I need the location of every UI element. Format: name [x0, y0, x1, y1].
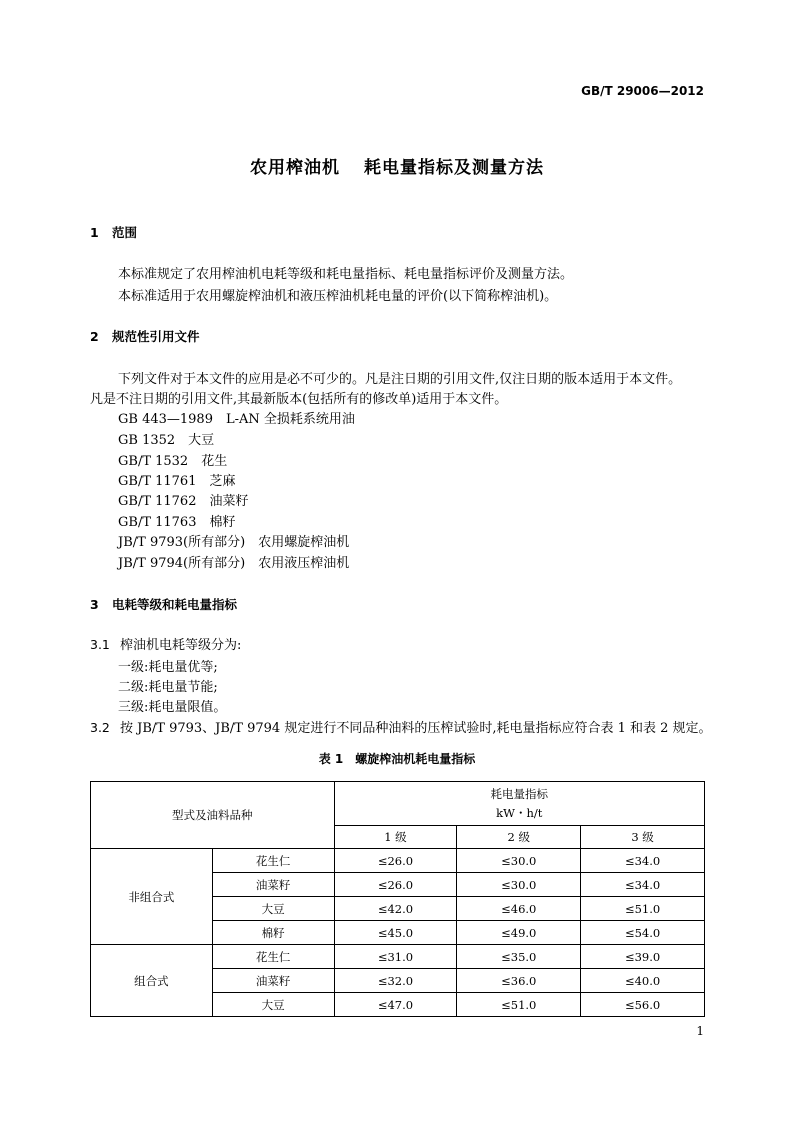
header-indicator-cell [334, 782, 704, 826]
clause-3-1 [90, 634, 241, 653]
value-cell: ≤40.0 [581, 969, 705, 993]
standard-code: GB/T 29006—2012 [581, 84, 704, 98]
value-cell: ≤30.0 [457, 873, 581, 897]
clause-text: 榨油机电耗等级分为: [120, 638, 242, 653]
value-cell: ≤45.0 [334, 921, 457, 945]
reference-item [118, 511, 236, 530]
reference-code: GB/T 11761 [118, 474, 197, 489]
reference-code: JB/T 9794(所有部分) [118, 556, 246, 571]
title-sub: 耗电量指标及测量方法 [364, 158, 544, 178]
section-title: 电耗等级和耗电量指标 [112, 597, 238, 612]
section-number: 2 [90, 329, 99, 344]
list-item: 三级:耗电量限值。 [118, 700, 227, 715]
reference-item [118, 450, 227, 469]
value-cell: ≤35.0 [457, 945, 581, 969]
grade-header: 1 级 [334, 826, 457, 849]
reference-item [118, 429, 214, 448]
value-cell: ≤49.0 [457, 921, 581, 945]
value-cell: ≤51.0 [581, 897, 705, 921]
header-indicator: 耗电量指标 [490, 786, 549, 801]
value-cell: ≤54.0 [581, 921, 705, 945]
reference-title: 油菜籽 [209, 494, 249, 509]
page-number: 1 [696, 1024, 704, 1038]
value-cell: ≤34.0 [581, 873, 705, 897]
table-row [91, 945, 705, 969]
grade-header: 2 级 [457, 826, 581, 849]
table-header-row [91, 782, 705, 826]
crop-cell: 油菜籽 [212, 873, 334, 897]
crop-cell: 油菜籽 [212, 969, 334, 993]
value-cell: ≤34.0 [581, 849, 705, 873]
reference-title: L-AN 全损耗系统用油 [225, 412, 355, 427]
table-row [91, 849, 705, 873]
section-title: 范围 [112, 225, 138, 240]
list-item: 一级:耗电量优等; [118, 660, 218, 675]
title-main: 农用榨油机 [250, 158, 340, 178]
reference-item [118, 470, 236, 489]
list-item: 二级:耗电量节能; [118, 680, 218, 695]
paragraph: 本标准适用于农用螺旋榨油机和液压榨油机耗电量的评价(以下简称榨油机)。 [118, 289, 558, 304]
value-cell: ≤31.0 [334, 945, 457, 969]
value-cell: ≤47.0 [334, 993, 457, 1017]
reference-title: 大豆 [188, 433, 215, 448]
power-consumption-table [90, 781, 705, 1017]
value-cell: ≤51.0 [457, 993, 581, 1017]
reference-item [118, 490, 249, 509]
reference-code: JB/T 9793(所有部分) [118, 535, 246, 550]
reference-code: GB 1352 [118, 433, 176, 448]
grade-header: 3 级 [581, 826, 705, 849]
reference-code: GB/T 11763 [118, 515, 197, 530]
reference-code: GB/T 11762 [118, 494, 197, 509]
section-title: 规范性引用文件 [112, 329, 200, 344]
crop-cell: 大豆 [212, 993, 334, 1017]
value-cell: ≤46.0 [457, 897, 581, 921]
reference-item [118, 408, 355, 427]
group-cell: 组合式 [91, 945, 213, 1017]
paragraph: 本标准规定了农用榨油机电耗等级和耗电量指标、耗电量指标评价及测量方法。 [118, 267, 574, 282]
clause-number: 3.2 [90, 720, 110, 735]
value-cell: ≤42.0 [334, 897, 457, 921]
crop-cell: 棉籽 [212, 921, 334, 945]
paragraph: 下列文件对于本文件的应用是必不可少的。凡是注日期的引用文件,仅注日期的版本适用于本文件。 [118, 372, 682, 387]
value-cell: ≤36.0 [457, 969, 581, 993]
value-cell: ≤26.0 [334, 873, 457, 897]
reference-title: 农用螺旋榨油机 [258, 535, 350, 550]
clause-3-2 [90, 717, 712, 736]
value-cell: ≤56.0 [581, 993, 705, 1017]
reference-title: 花生 [201, 454, 228, 469]
value-cell: ≤32.0 [334, 969, 457, 993]
section-number: 1 [90, 225, 99, 240]
header-type-cell: 型式及油料品种 [91, 782, 335, 849]
section-3-heading [90, 595, 237, 613]
value-cell: ≤30.0 [457, 849, 581, 873]
clause-number: 3.1 [90, 637, 110, 652]
reference-item [118, 531, 349, 550]
paragraph: 凡是不注日期的引用文件,其最新版本(包括所有的修改单)适用于本文件。 [90, 392, 508, 407]
value-cell: ≤39.0 [581, 945, 705, 969]
section-2-heading [90, 327, 200, 345]
reference-title: 棉籽 [209, 515, 236, 530]
crop-cell: 花生仁 [212, 945, 334, 969]
document-title [0, 153, 794, 178]
section-1-heading [90, 223, 137, 241]
crop-cell: 花生仁 [212, 849, 334, 873]
reference-item [118, 552, 349, 571]
reference-title: 芝麻 [209, 474, 236, 489]
value-cell: ≤26.0 [334, 849, 457, 873]
reference-code: GB/T 1532 [118, 454, 189, 469]
section-number: 3 [90, 597, 99, 612]
crop-cell: 大豆 [212, 897, 334, 921]
clause-text: 按 JB/T 9793、JB/T 9794 规定进行不同品种油料的压榨试验时,耗电量指标应符合表 1 和表 2 规定。 [120, 721, 712, 736]
reference-title: 农用液压榨油机 [258, 556, 350, 571]
header-unit: kW・h/t [496, 805, 543, 820]
group-cell: 非组合式 [91, 849, 213, 945]
reference-code: GB 443—1989 [118, 412, 213, 427]
table-caption: 表 1 螺旋榨油机耗电量指标 [318, 752, 476, 766]
